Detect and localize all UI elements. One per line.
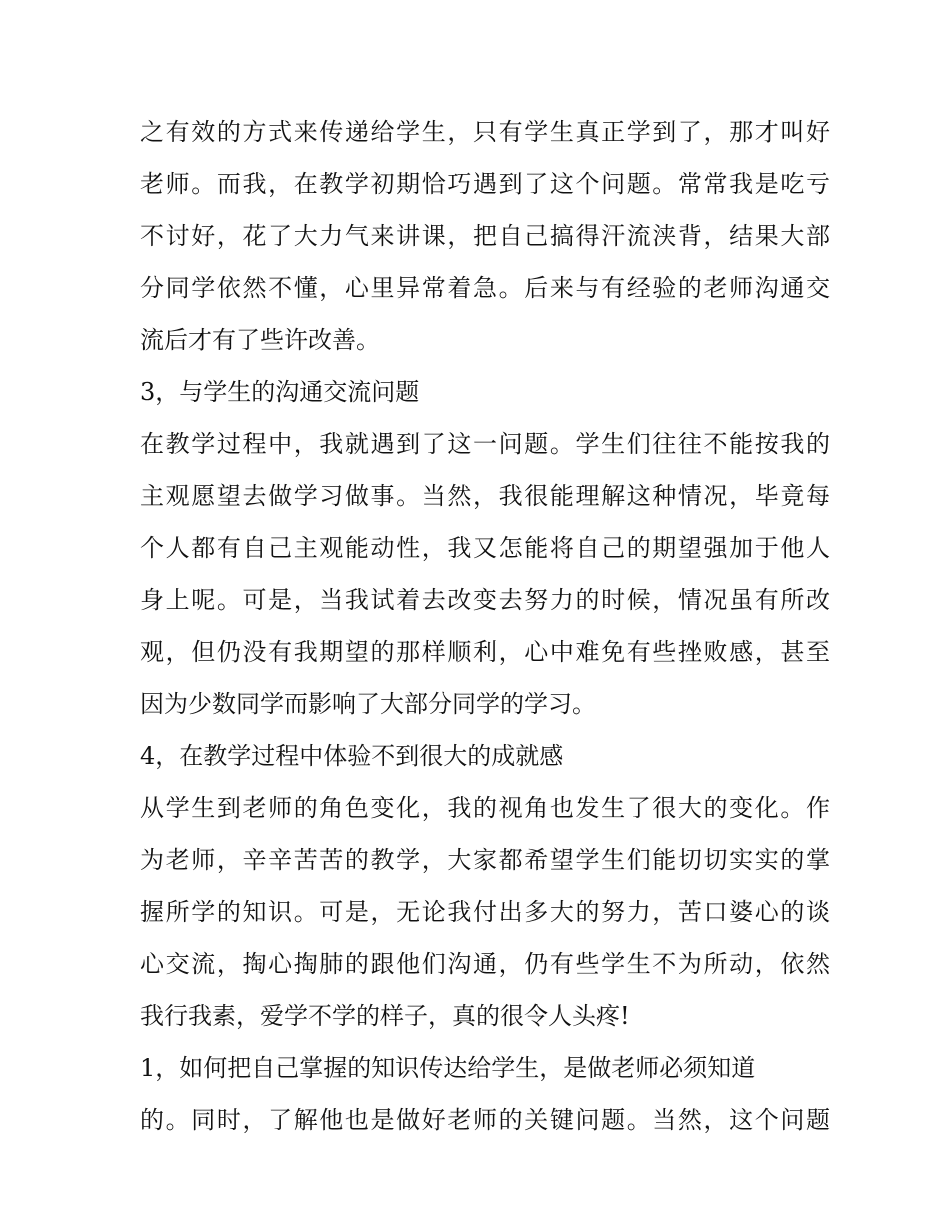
paragraph-line: 流后才有了些许改善。	[140, 326, 380, 354]
section-heading: 4，在教学过程中体验不到很大的成就感	[140, 742, 564, 770]
paragraph-line: 身上呢。可是，当我试着去改变去努力的时候，情况虽有所改	[140, 586, 830, 614]
section-heading: 3，与学生的沟通交流问题	[140, 378, 420, 406]
paragraph-line: 在教学过程中，我就遇到了这一问题。学生们往往不能按我的	[140, 430, 830, 458]
paragraph-line: 的。同时，了解他也是做好老师的关键问题。当然，这个问题	[140, 1106, 830, 1134]
paragraph-line: 不讨好，花了大力气来讲课，把自己搞得汗流浃背，结果大部	[140, 222, 830, 250]
paragraph-line: 老师。而我，在教学初期恰巧遇到了这个问题。常常我是吃亏	[140, 170, 830, 198]
body-text	[140, 106, 830, 1146]
paragraph-line: 个人都有自己主观能动性，我又怎能将自己的期望强加于他人	[140, 534, 830, 562]
paragraph-line: 为老师，辛辛苦苦的教学，大家都希望学生们能切切实实的掌	[140, 846, 830, 874]
paragraph-line: 从学生到老师的角色变化，我的视角也发生了很大的变化。作	[140, 794, 830, 822]
paragraph-line: 因为少数同学而影响了大部分同学的学习。	[140, 690, 596, 718]
paragraph-line: 我行我素，爱学不学的样子，真的很令人头疼!	[140, 1002, 630, 1030]
paragraph-line: 分同学依然不懂，心里异常着急。后来与有经验的老师沟通交	[140, 274, 830, 302]
paragraph-line: 主观愿望去做学习做事。当然，我很能理解这种情况，毕竟每	[140, 482, 830, 510]
paragraph-line: 握所学的知识。可是，无论我付出多大的努力，苦口婆心的谈	[140, 898, 830, 926]
section-heading: 1，如何把自己掌握的知识传达给学生，是做老师必须知道	[140, 1054, 756, 1082]
paragraph-line: 心交流，掏心掏肺的跟他们沟通，仍有些学生不为所动，依然	[140, 950, 830, 978]
paragraph-line: 观，但仍没有我期望的那样顺利，心中难免有些挫败感，甚至	[140, 638, 830, 666]
paragraph-line: 之有效的方式来传递给学生，只有学生真正学到了，那才叫好	[140, 118, 830, 146]
